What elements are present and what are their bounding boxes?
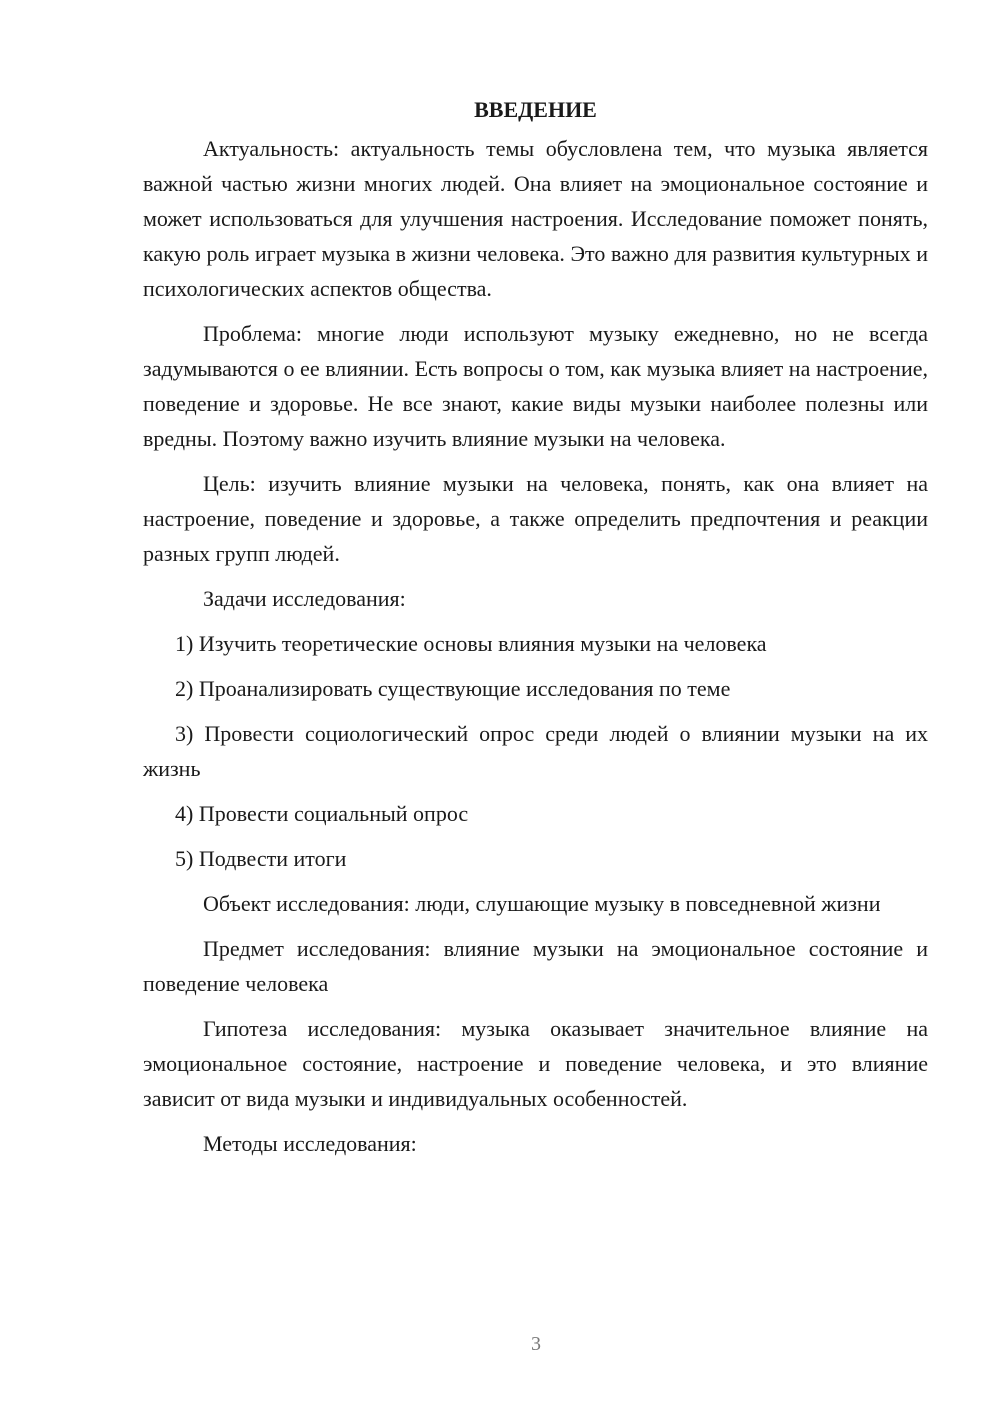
list-item: 2) Проанализировать существующие исследования по теме [175, 676, 731, 701]
list-item: 3) Провести социологический опрос среди людей о влиянии музыки на их жизнь [143, 721, 928, 781]
page-title: ВВЕДЕНИЕ [474, 97, 597, 122]
paragraph-methods: Методы исследования: [203, 1131, 417, 1156]
paragraph-relevance: Актуальность: актуальность темы обусловлена тем, что музыка является важной частью жизни многих людей. Она влияет на эмоциональное состояние и может использоваться для улучшения настроения. Исследование поможет понять, какую роль играет музыка в жизни человека. Это важно для развития культурных и психологических аспектов общества. [143, 136, 928, 301]
paragraph-subject: Предмет исследования: влияние музыки на эмоциональное состояние и поведение человека [143, 936, 928, 996]
list-item: 4) Провести социальный опрос [175, 801, 469, 826]
list-item: 1) Изучить теоретические основы влияния музыки на человека [175, 631, 767, 656]
paragraph-problem: Проблема: многие люди используют музыку ежедневно, но не всегда задумываются о ее влиянии. Есть вопросы о том, как музыка влияет на настроение, поведение и здоровье. Не все знают, какие виды музыки наиболее полезны или вредны. Поэтому важно изучить влияние музыки на человека. [143, 321, 928, 451]
document-page [143, 92, 928, 1161]
page-number: 3 [531, 1333, 541, 1355]
list-item: 5) Подвести итоги [175, 846, 347, 871]
paragraph-goal: Цель: изучить влияние музыки на человека, понять, как она влияет на настроение, поведение и здоровье, а также определить предпочтения и реакции разных групп людей. [143, 471, 928, 566]
paragraph-hypothesis: Гипотеза исследования: музыка оказывает значительное влияние на эмоциональное состояние, настроение и поведение человека, и это влияние зависит от вида музыки и индивидуальных особенностей. [143, 1016, 928, 1111]
paragraph-object: Объект исследования: люди, слушающие музыку в повседневной жизни [203, 891, 881, 916]
paragraph-tasks-heading: Задачи исследования: [203, 586, 406, 611]
